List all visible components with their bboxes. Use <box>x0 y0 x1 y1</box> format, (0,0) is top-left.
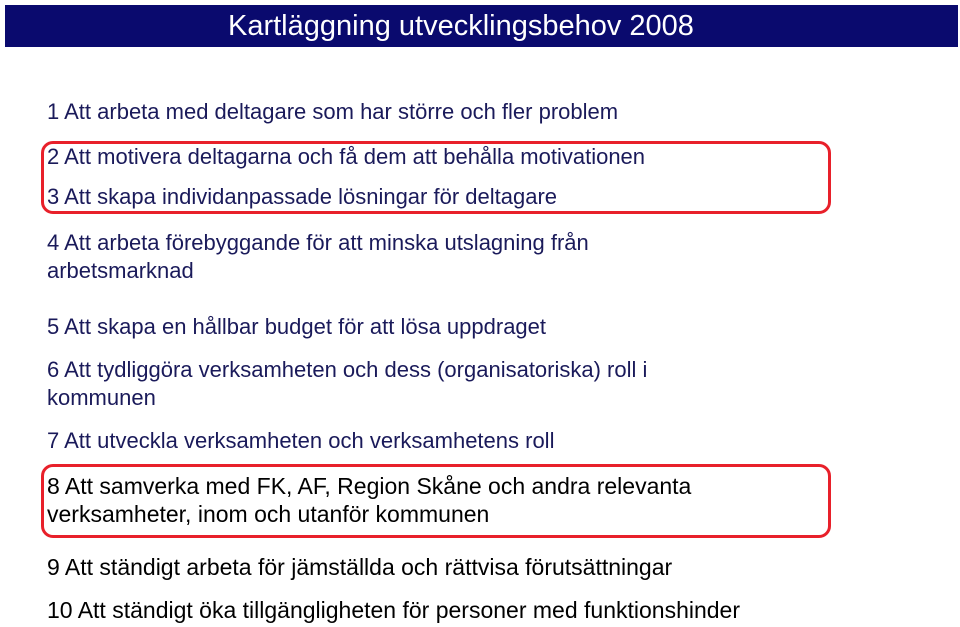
list-item-4-line-2: arbetsmarknad <box>47 258 194 283</box>
list-item-6 <box>47 356 647 412</box>
slide-title-bar <box>5 5 958 47</box>
list-item-9-line-1: 9 Att ständigt arbeta för jämställda och rättvisa förutsättningar <box>47 554 673 580</box>
slide-title: Kartläggning utvecklingsbehov 2008 <box>228 10 694 42</box>
list-item-5 <box>47 313 546 341</box>
list-item-3 <box>47 183 557 211</box>
list-item-1-line-1: 1 Att arbeta med deltagare som har större och fler problem <box>47 99 619 124</box>
list-item-2-line-1: 2 Att motivera deltagarna och få dem att behålla motivationen <box>47 144 646 169</box>
list-item-6-line-1: 6 Att tydliggöra verksamheten och dess (organisatoriska) roll i <box>47 357 648 382</box>
list-item-7 <box>47 427 554 455</box>
list-item-2 <box>47 143 645 171</box>
list-item-1 <box>47 98 618 126</box>
list-item-3-line-1: 3 Att skapa individanpassade lösningar för deltagare <box>47 184 558 209</box>
list-item-10 <box>47 596 740 624</box>
list-item-7-line-1: 7 Att utveckla verksamheten och verksamhetens roll <box>47 428 555 453</box>
list-item-8-line-1: 8 Att samverka med FK, AF, Region Skåne och andra relevanta <box>47 473 692 499</box>
list-item-8 <box>47 472 691 528</box>
list-item-5-line-1: 5 Att skapa en hållbar budget för att lösa uppdraget <box>47 314 547 339</box>
list-item-8-line-2: verksamheter, inom och utanför kommunen <box>47 501 490 527</box>
list-item-4-line-1: 4 Att arbeta förebyggande för att minska utslagning från <box>47 230 589 255</box>
list-item-10-line-1: 10 Att ständigt öka tillgängligheten för personer med funktionshinder <box>47 597 740 623</box>
list-item-6-line-2: kommunen <box>47 385 156 410</box>
list-item-9 <box>47 553 672 581</box>
list-item-4 <box>47 229 589 285</box>
